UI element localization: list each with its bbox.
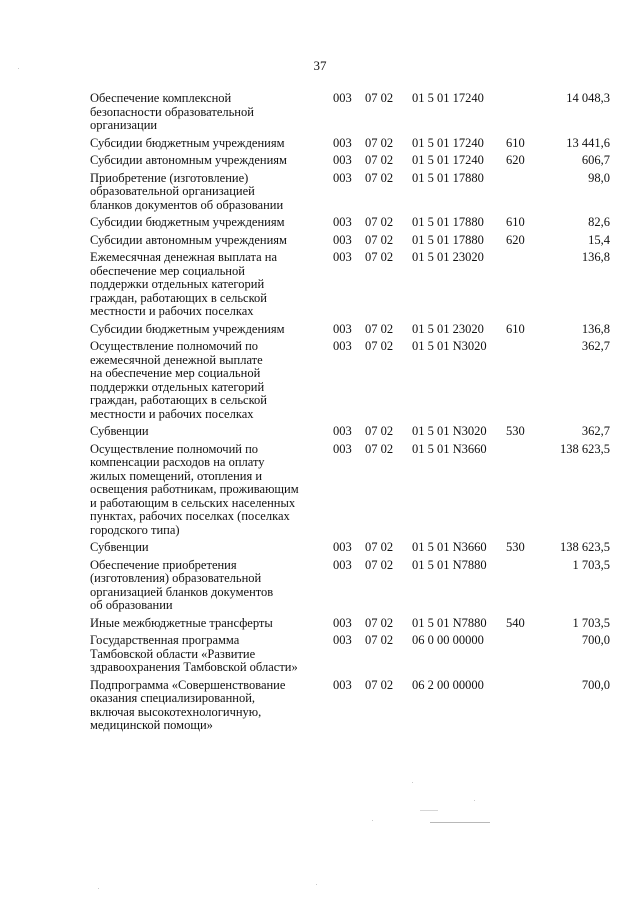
expense-type-cell: 620 [506, 232, 525, 247]
admin-code-cell: 003 [333, 339, 352, 353]
target-code-cell: 01 5 01 17880 [412, 232, 484, 247]
scan-artifact [372, 820, 373, 821]
target-code-cell: 01 5 01 17240 [412, 135, 484, 150]
scan-artifact [474, 800, 475, 801]
table-row [90, 541, 610, 555]
section-code-cell: 07 02 [365, 232, 394, 247]
amount-cell: 362,7 [581, 339, 610, 353]
table-row [90, 216, 610, 230]
section-code-cell: 07 02 [365, 153, 394, 167]
scan-artifact [98, 888, 99, 889]
scan-artifact [316, 884, 317, 885]
item-name: Субсидии бюджетным учреждениям [90, 215, 285, 229]
section-code-cell: 07 02 [365, 170, 394, 185]
table-row [90, 617, 610, 631]
target-code-cell: 06 0 00 00000 [412, 633, 484, 647]
target-code-cell: 01 5 01 17240 [412, 91, 484, 105]
amount-cell: 13 441,6 [566, 135, 610, 150]
expense-type-cell: 540 [506, 615, 525, 630]
section-code-cell: 07 02 [365, 540, 394, 554]
amount-cell: 136,8 [581, 250, 610, 264]
table-row [90, 92, 610, 133]
table-row [90, 172, 610, 213]
target-code-cell: 01 5 01 17880 [412, 215, 484, 229]
item-name: Иные межбюджетные трансферты [90, 615, 273, 630]
section-code-cell: 07 02 [365, 321, 394, 336]
table-row [90, 634, 610, 675]
target-code-cell: 01 5 01 23020 [412, 321, 484, 336]
table-row [90, 251, 610, 319]
item-name: Субсидии автономным учреждениям [90, 153, 287, 167]
amount-cell: 14 048,3 [566, 91, 610, 105]
expense-type-cell: 610 [506, 321, 525, 336]
section-code-cell: 07 02 [365, 215, 394, 229]
admin-code-cell: 003 [333, 250, 352, 264]
table-row [90, 154, 610, 168]
section-code-cell: 07 02 [365, 135, 394, 150]
admin-code-cell: 003 [333, 153, 352, 167]
table-row [90, 137, 610, 151]
item-name: Государственная программа Тамбовской области «Развитие здравоохранения Тамбовской области» [90, 633, 298, 674]
item-name: Осуществление полномочий по компенсации расходов на оплату жилых помещений, отопления и освещения работникам, проживающим и работающим в сельских населенных пунктах, рабочих поселках (поселках городского типа) [90, 441, 299, 537]
section-code-cell: 07 02 [365, 424, 394, 438]
scan-artifact [18, 68, 19, 69]
item-name: Субвенции [90, 424, 149, 438]
section-code-cell: 07 02 [365, 677, 394, 692]
item-name: Обеспечение приобретения (изготовления) образовательной организацией бланков документов об образовании [90, 557, 274, 612]
page-number: 37 [313, 58, 327, 73]
section-code-cell: 07 02 [365, 250, 394, 264]
amount-cell: 15,4 [588, 232, 610, 247]
target-code-cell: 01 5 01 N7880 [412, 615, 487, 630]
amount-cell: 1 703,5 [572, 615, 610, 630]
item-name: Субсидии бюджетным учреждениям [90, 321, 285, 336]
expense-type-cell: 610 [506, 135, 525, 150]
budget-table [90, 92, 610, 737]
item-name: Субсидии автономным учреждениям [90, 232, 287, 247]
target-code-cell: 06 2 00 00000 [412, 677, 484, 692]
target-code-cell: 01 5 01 N3660 [412, 540, 487, 554]
target-code-cell: 01 5 01 17240 [412, 153, 484, 167]
item-name: Обеспечение комплексной безопасности образовательной организации [90, 91, 254, 132]
item-name: Приобретение (изготовление) образовательной организацией бланков документов об образовании [90, 170, 284, 212]
target-code-cell: 01 5 01 23020 [412, 250, 484, 264]
target-code-cell: 01 5 01 17880 [412, 170, 484, 185]
amount-cell: 700,0 [581, 677, 610, 692]
amount-cell: 138 623,5 [560, 540, 610, 554]
item-name: Субвенции [90, 540, 149, 554]
table-row [90, 340, 610, 421]
admin-code-cell: 003 [333, 232, 352, 247]
scan-artifact [420, 810, 438, 811]
amount-cell: 138 623,5 [560, 441, 610, 456]
target-code-cell: 01 5 01 N7880 [412, 557, 487, 572]
admin-code-cell: 003 [333, 557, 352, 572]
amount-cell: 362,7 [581, 424, 610, 438]
item-name: Субсидии бюджетным учреждениям [90, 135, 285, 150]
admin-code-cell: 003 [333, 424, 352, 438]
target-code-cell: 01 5 01 N3020 [412, 339, 487, 353]
admin-code-cell: 003 [333, 633, 352, 647]
item-name: Ежемесячная денежная выплата на обеспечение мер социальной поддержки отдельных категорий граждан, работающих в сельской местности и рабочих поселках [90, 250, 277, 318]
table-row [90, 559, 610, 613]
admin-code-cell: 003 [333, 441, 352, 456]
amount-cell: 700,0 [581, 633, 610, 647]
table-row [90, 323, 610, 337]
amount-cell: 98,0 [588, 170, 610, 185]
section-code-cell: 07 02 [365, 339, 394, 353]
table-row [90, 443, 610, 538]
table-row [90, 679, 610, 733]
section-code-cell: 07 02 [365, 633, 394, 647]
admin-code-cell: 003 [333, 170, 352, 185]
item-name: Осуществление полномочий по ежемесячной денежной выплате на обеспечение мер социальной поддержки отдельных категорий граждан, работающих в сельской местности и рабочих поселках [90, 339, 267, 421]
expense-type-cell: 610 [506, 215, 525, 229]
scan-artifact [412, 782, 413, 783]
admin-code-cell: 003 [333, 135, 352, 150]
admin-code-cell: 003 [333, 615, 352, 630]
item-name: Подпрограмма «Совершенствование оказания специализированной, включая высокотехнологичную, медицинской помощи» [90, 677, 286, 732]
section-code-cell: 07 02 [365, 557, 394, 572]
section-code-cell: 07 02 [365, 91, 394, 105]
admin-code-cell: 003 [333, 215, 352, 229]
table-row [90, 425, 610, 439]
admin-code-cell: 003 [333, 677, 352, 692]
scan-artifact [430, 822, 490, 823]
amount-cell: 136,8 [581, 321, 610, 336]
expense-type-cell: 530 [506, 424, 525, 438]
target-code-cell: 01 5 01 N3020 [412, 424, 487, 438]
target-code-cell: 01 5 01 N3660 [412, 441, 487, 456]
table-row [90, 234, 610, 248]
amount-cell: 1 703,5 [572, 557, 610, 572]
section-code-cell: 07 02 [365, 615, 394, 630]
expense-type-cell: 530 [506, 540, 525, 554]
admin-code-cell: 003 [333, 321, 352, 336]
expense-type-cell: 620 [506, 153, 525, 167]
section-code-cell: 07 02 [365, 441, 394, 456]
admin-code-cell: 003 [333, 540, 352, 554]
amount-cell: 606,7 [581, 153, 610, 167]
admin-code-cell: 003 [333, 91, 352, 105]
amount-cell: 82,6 [588, 215, 610, 229]
